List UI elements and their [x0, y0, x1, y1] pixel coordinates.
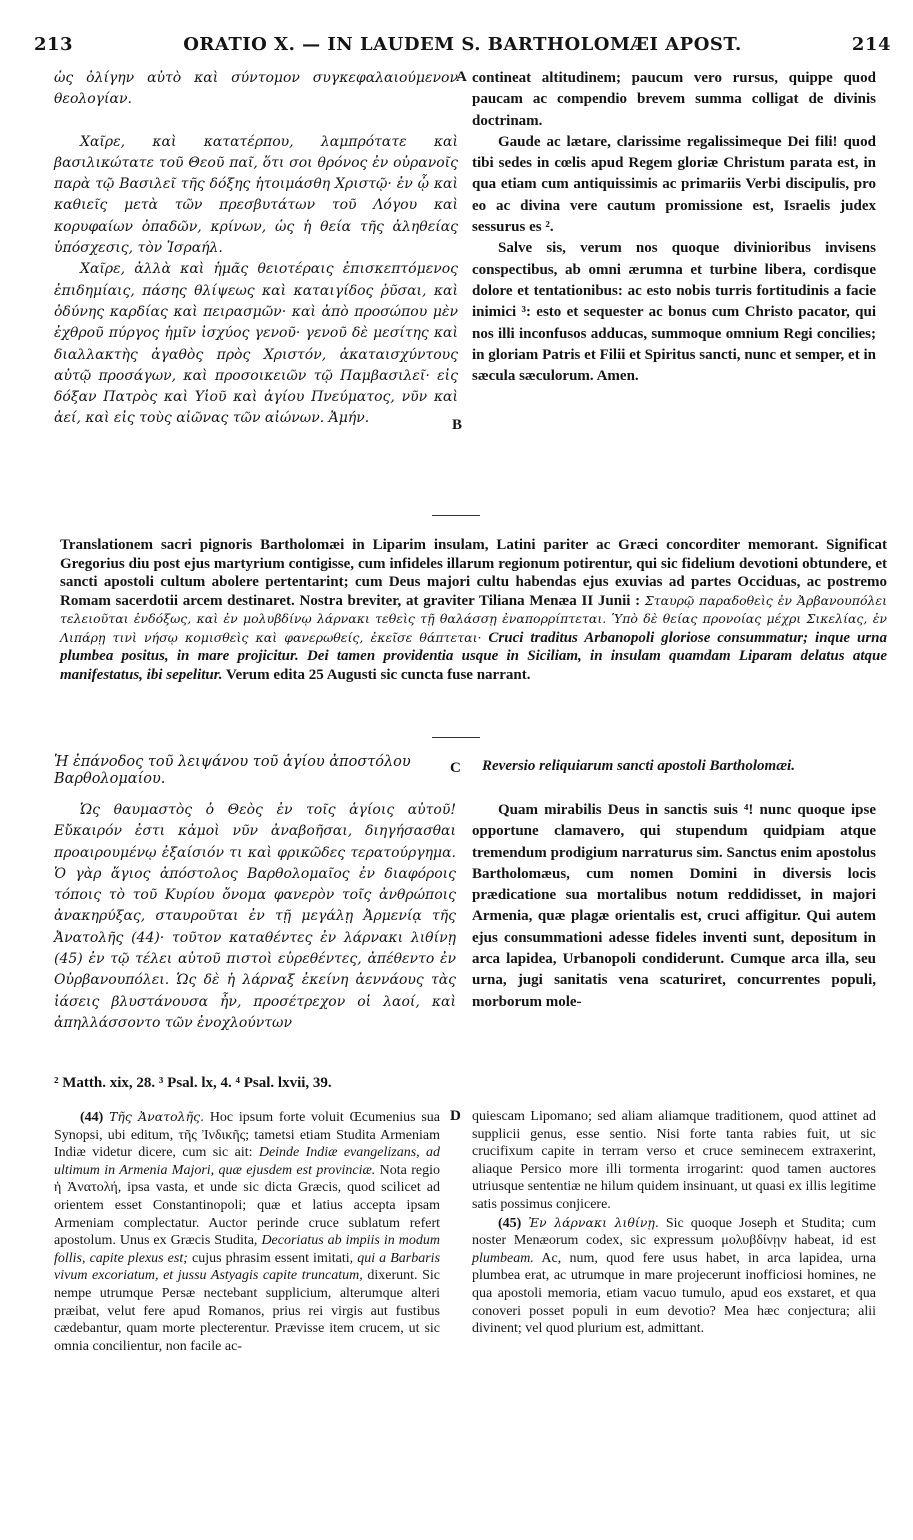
note-text: Nota regio ἡ Ἀνατολή, ipsa vasta, et unde sic dicta Græcis, quod scilicet ad orientem esset Constantinopoli; quæ et latius accepta ipsam Armeniam complectatur. Auctor perinde cruce sublatum refert apostolum. Unus ex Græcis Studita,	[54, 1162, 441, 1249]
latin-para: Salve sis, verum nos quoque divinioribus invisens conspectibus, ab omni ærumna et turbine libera, cordisque dolore et tentationibus: ac esto nobis turris fortitudinis a facie inimici ³: esto et sequester ac bonus cum Christo pacator, qui nos illi inconfusos adducas, summoque omnium Regi concilies; in gloriam Patris et Filii et Spiritus sancti, nunc et semper, et in sæcula sæculorum. Amen.	[472, 240, 876, 385]
note-text: quiescam Lipomano; sed aliam aliamque traditionem, quod attinet ad supplicii genus, esse sentio. Nisi forte tanta rabies fuit, ut sic crucifixum capite in terram verso et cruce seminecem extraxerint, aliaque Persico more illi tormenta irrogarint: quod tamen auctores utriusque sententiæ ne hilum quidem insinuant, ut quasi ex illis legitime satis possimus conjicere.	[472, 1109, 876, 1212]
note-44-lemma: Τῆς Ἀνατολῆς.	[109, 1109, 205, 1124]
running-title: ORATIO X. — IN LAUDEM S. BARTHOLOMÆI APOST.	[183, 34, 742, 55]
greek-section-heading	[54, 754, 454, 788]
page-number-right: 214	[851, 34, 891, 55]
latin-column-2	[472, 800, 876, 1013]
notes-right-column	[472, 1108, 876, 1338]
notes-left-column	[54, 1108, 440, 1355]
margin-marker-d: D	[450, 1108, 461, 1124]
divider	[432, 515, 480, 516]
intro-latin-quote: Cruci traditus Arbanopoli gloriose consummatur; inque urna plumbea positus, in mare projicitur. Dei tamen providentia usque in Siciliam, in insulam quamdam Liparam delatus atque manifestatus, ibi sepelitur.	[60, 629, 888, 683]
greek-column-1	[54, 68, 458, 430]
note-quote: Decoriatus ab impiis in modum follis, capite plexus est;	[54, 1233, 440, 1266]
greek-para: ὡς ὀλίγην αὐτὸ καὶ σύντομον συγκεφαλαιούμενον θεολογίαν.	[54, 70, 458, 108]
intro-text-end: Verum edita 25 Augusti sic cuncta fuse narrant.	[226, 666, 531, 683]
latin-heading-text: Reversio reliquiarum sancti apostoli Bartholomæi.	[482, 758, 795, 774]
margin-marker-b: B	[452, 417, 463, 433]
greek-para: Ὡς θαυμαστὸς ὁ Θεὸς ἐν τοῖς ἁγίοις αὐτοῦ! Εὔκαιρόν ἐστι κἀμοὶ νῦν ἀναβοῆσαι, διηγήσασθαι προαιρουμένῳ ἐξαίσιόν τι καὶ φρικῶδες τερατούργημα. Ὁ γὰρ ἅγιος ἀπόστολος Βαρθολομαῖος ἐν διαφόροις τόποις τὸ τοῦ Κυρίου ὄνομα φανερὸν τοῖς ἀνθρώποις ἀνακηρύξας, σταυροῦται ἐν τῇ μεγάλῃ Ἀρμενίᾳ τῆς Ἀνατολῆς (44)· τοῦτον καταθέντες ἐν λάρνακι λιθίνῃ (45) ἐν τῷ τέλει αὐτοῦ πιστοὶ εὑρεθέντες, ἀπέθεντο ἐν Οὐρβανουπόλει. Ὡς δὲ ἡ λάρναξ ἐκείνη ἀεννάους τὰς ἰάσεις βλυστάνουσα ἦν, προσέτρεχον οἱ λαοί, καὶ ἀπηλλάσσοντο τῶν ἐνοχλούντων	[54, 802, 456, 1031]
greek-para: Χαῖρε, καὶ κατατέρπου, λαμπρότατε καὶ βασιλικώτατε τοῦ Θεοῦ παῖ, ὅτι σοι θρόνος ἐν οὐρανοῖς παρὰ τῷ Βασιλεῖ τῆς δόξης ἡτοιμάσθη Χριστῷ· ἐν ᾧ καὶ καθιεῖς μετὰ τῶν πρεσβυτάτων τοῦ Λόγου καὶ κορυφαίων ὀπαδῶν, κρίνων, ὡς ἡ θεία τῆς ἀληθείας ὑπόσχεσις, τὸν Ἰσραήλ.	[54, 133, 458, 257]
intro-greek-quote: Σταυρῷ παραδοθεὶς ἐν Ἀρβανουπόλει τελειοῦται ἐνδόξως, καὶ ἐν μολυβδίνῳ λάρνακι τεθεὶς τῇ θαλάσσῃ ἐναπορρίπτεται. Ὑπὸ δὲ θείας προνοίας μέχρι Σικελίας, ἐν Λιπάρῃ τινὶ νήσῳ κομισθεὶς καὶ φανερωθείς, ἐκεῖσε θάπτεται·	[60, 592, 888, 645]
divider	[432, 737, 480, 738]
note-quote: Deinde Indiæ evangelizans, ad ultimum in Armenia Majori, quæ ejusdem est provinciæ.	[54, 1145, 441, 1178]
note-text: Sic quoque Joseph et Studita; cum noster Menæorum codex, sic expressum μολυβδίνῃν habeat, id est	[472, 1215, 877, 1249]
greek-para: Χαῖρε, ἀλλὰ καὶ ἡμᾶς θειοτέραις ἐπισκεπτόμενος ἐπιδημίαις, πάσης θλίψεως καὶ καταιγίδος ῥῦσαι, καὶ ὀδύνης καρδίας καὶ πειρασμῶν· καὶ ἀπὸ προσώπου μὲν ἐχθροῦ πύργος ἡμῖν ἰσχύος γενοῦ· γενοῦ δὲ μεσίτης καὶ διαλλακτὴς ἀγαθὸς πρὸς Χριστόν, ἀκαταισχύντους αὐτῷ προσάγων, καὶ προσοικειῶν τῷ Παμβασιλεῖ· εἰς δόξαν Πατρὸς καὶ Υἱοῦ καὶ ἁγίου Πνεύματος, νῦν καὶ ἀεί, καὶ εἰς τοὺς αἰῶνας τῶν αἰώνων. Ἀμήν.	[54, 261, 458, 427]
greek-heading-text: Ἡ ἐπάνοδος τοῦ λειψάνου τοῦ ἁγίου ἀποστόλου Βαρθολομαίου.	[54, 754, 411, 787]
margin-marker-c: C	[450, 760, 461, 776]
note-text: cujus phrasim essent imitati,	[191, 1250, 354, 1266]
scripture-footnotes: ² Matth. xix, 28. ³ Psal. lx, 4. ⁴ Psal. lxvii, 39.	[54, 1075, 332, 1091]
intro-text: Translationem sacri pignoris Bartholomæi in Liparim insulam, Latini pariter ac Græci concorditer memorant. Significat Gregorius diu post ejus martyrium contigisse, cum infideles illarum regionum potirentur, qui sic fidelium devotioni obtundere, et sancti apostoli cultum abolere pertentarint; cum Deus majori cultu habendas ejus exuvias ad partes Occiduas, ac postremo Romam sacerdotii arcem destinaret. Nostra breviter, at graviter Tiliana Menæa II Junii :	[60, 537, 887, 609]
greek-column-2	[54, 800, 456, 1034]
note-text: Ac, num, quod fere usus habet, in arca lapidea, urna plumbea erat, ac utrumque in mare projecerunt inofficiosi homines, ne qua apostoli memoria, etiam vacuo tumulo, apud eos exstaret, et qua conoveri posset populi in eum devotio? Mea hæc conjectura; alii divinent; vel quod plurium est, admittant.	[472, 1250, 876, 1337]
note-text: dixerunt. Sic nempe utrumque Persæ nectebant supplicium, alterumque alteri præibat, velut fere apud Romanos, prius rei virgis aut fustibus cædebantur, quam morte plecterentur. Prævisse item crucem, ut sic omnia concilientur, non facile ac-	[54, 1268, 441, 1354]
note-quote: plumbeam.	[472, 1250, 534, 1266]
latin-para: Quam mirabilis Deus in sanctis suis ⁴! nunc quoque ipse opportune clamavero, qui stupendum quidpiam atque tremendum prodigium narraturus sim. Sanctus enim apostolus Bartholomæus, cum nomen Domini in diversis locis prædicatione sua mortalibus notum reddidisset, in majori Armenia, quæ plagæ orientalis est, cruci affigitur. Qui autem ejus consummationi adesse fideles inventi sunt, depositum in arca lapidea, Urbanopoli condiderunt. Cumque arca illa, seu urna, jugi sanitatis vena scaturiret, concurrentes populi, morborum mole-	[472, 802, 876, 1010]
page-number-left: 213	[34, 34, 74, 55]
note-45-label: (45)	[498, 1215, 522, 1231]
intro-paragraph	[60, 536, 887, 684]
running-header	[34, 34, 891, 58]
latin-para: contineat altitudinem; paucum vero rursus, quippe quod paucam ac compendio brevem summa colligat de divinis doctrinam.	[472, 70, 876, 129]
latin-column-1	[472, 68, 876, 387]
latin-para: Gaude ac lætare, clarissime regalissimeque Dei fili! quod tibi sedes in cœlis apud Regem gloriæ Christum parata est, in qua etiam cum antiquissimis ac primariis Verbi discipulis, pro eo ac divina vere cautum promissione est, Israelis judex sessurus es ².	[472, 133, 876, 236]
margin-marker-a: A	[456, 69, 467, 85]
note-44-label: (44)	[80, 1110, 104, 1125]
latin-section-heading	[482, 758, 882, 775]
note-45-lemma: Ἐν λάρνακι λιθίνῃ.	[528, 1214, 659, 1230]
note-text: Hoc ipsum forte voluit Œcumenius sua Synopsi, ubi editum, τῆς Ἰνδικῆς; tametsi etiam Studita Armeniam Indiæ videtur dicere, cum sic ait:	[54, 1110, 441, 1161]
note-quote: qui a Barbaris vivum excoriatum, et jussu Astyagis capite truncatum,	[54, 1250, 441, 1284]
